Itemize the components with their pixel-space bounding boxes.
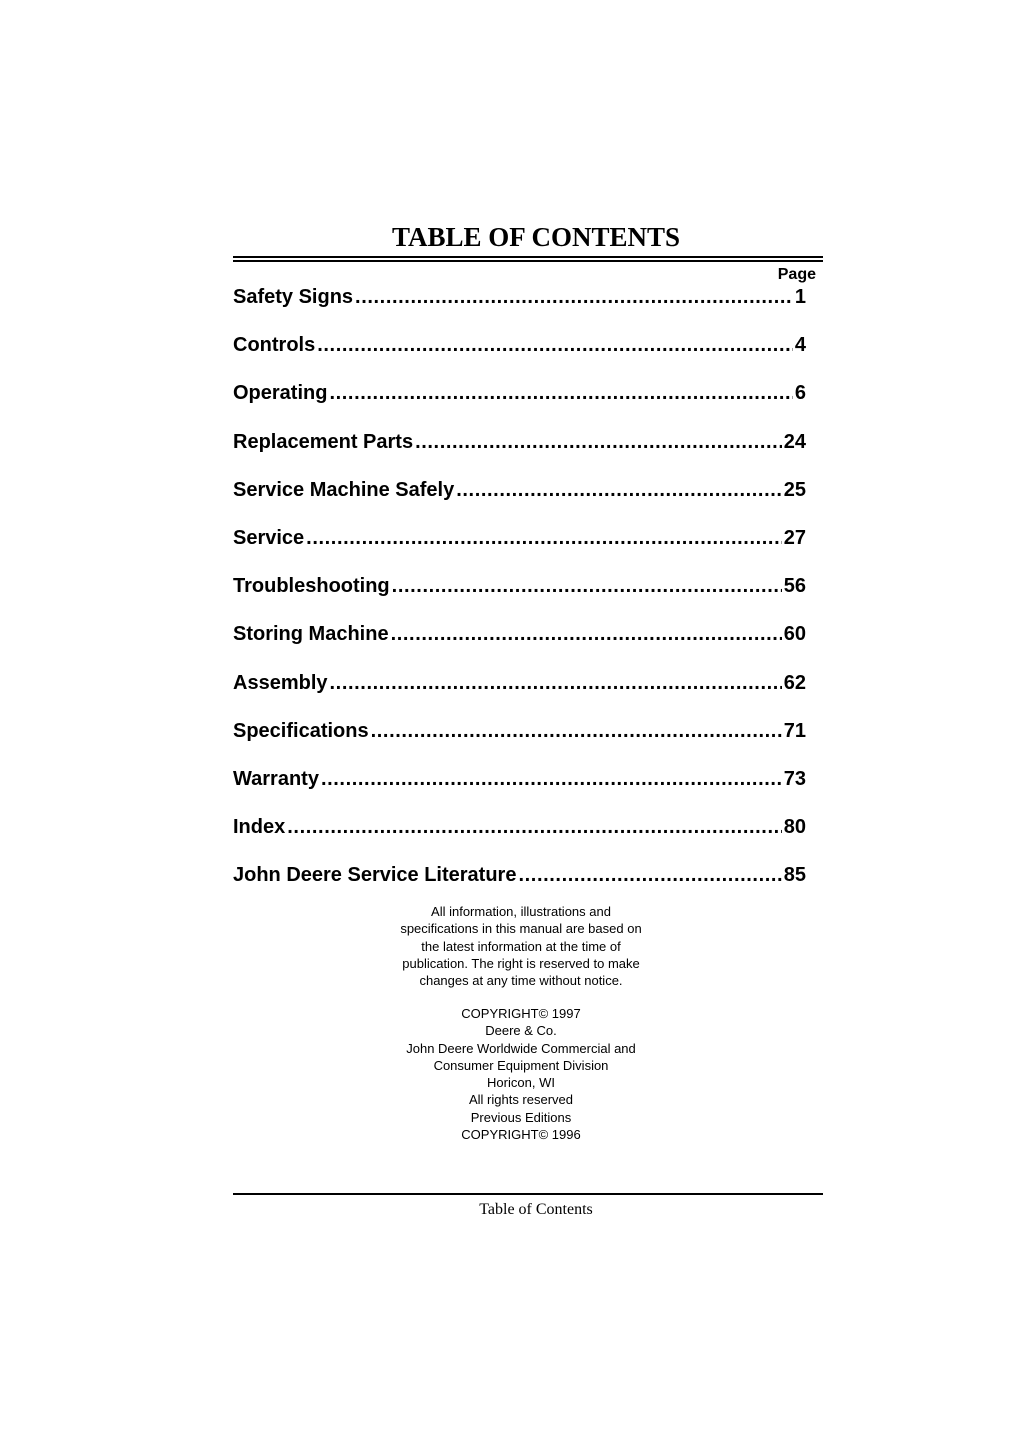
toc-entry-page: 4 — [794, 334, 806, 357]
toc-entry-index[interactable] — [233, 814, 806, 862]
toc-entry-assembly[interactable] — [233, 670, 806, 718]
toc-entry-service-machine-safely[interactable] — [233, 477, 806, 525]
table-of-contents — [233, 284, 806, 910]
dot-leader — [329, 380, 792, 406]
copyright-line: Previous Editions — [470, 1109, 572, 1125]
toc-entry-safety-signs[interactable] — [233, 284, 806, 332]
dot-leader — [415, 429, 782, 455]
toc-entry-page: 56 — [783, 575, 806, 598]
copyright-line: COPYRIGHT© 1996 — [461, 1127, 581, 1143]
footer-rule — [233, 1193, 823, 1195]
toc-entry-label: Safety Signs — [233, 286, 354, 308]
page-footer: Table of Contents — [479, 1201, 593, 1218]
toc-entry-label: Index — [233, 816, 286, 839]
dot-leader — [456, 477, 782, 503]
toc-list — [233, 284, 806, 910]
toc-entry-page: 1 — [794, 286, 806, 308]
toc-entry-page: 80 — [783, 816, 806, 839]
page-column-header: Page — [777, 266, 816, 283]
dot-leader — [355, 284, 793, 310]
toc-entry-service[interactable] — [233, 525, 806, 573]
toc-entry-page: 71 — [783, 719, 806, 742]
copyright-line: All rights reserved — [468, 1092, 574, 1108]
notice-line: changes at any time without notice. — [419, 973, 623, 989]
dot-leader — [321, 766, 782, 792]
toc-entry-label: Assembly — [233, 671, 328, 694]
toc-entry-label: Storing Machine — [233, 623, 389, 646]
title-double-rule — [233, 256, 823, 262]
document-page — [233, 218, 823, 1218]
dot-leader — [391, 621, 782, 647]
dot-leader — [306, 525, 782, 551]
toc-entry-operating[interactable] — [233, 380, 806, 428]
dot-leader — [371, 718, 782, 744]
copyright-line: Deere & Co. — [485, 1023, 557, 1039]
toc-entry-warranty[interactable] — [233, 766, 806, 814]
notice-line: the latest information at the time of — [421, 938, 621, 954]
toc-entry-page: 6 — [794, 382, 806, 405]
toc-entry-label: Specifications — [233, 719, 369, 742]
dot-leader — [317, 332, 793, 358]
toc-entry-page: 62 — [783, 671, 806, 694]
toc-entry-troubleshooting[interactable] — [233, 573, 806, 621]
toc-entry-controls[interactable] — [233, 332, 806, 380]
toc-entry-page: 27 — [783, 526, 806, 549]
copyright-line: John Deere Worldwide Commercial and — [406, 1040, 636, 1056]
toc-entry-page: 25 — [783, 478, 806, 501]
page-title: TABLE OF CONTENTS — [391, 222, 681, 252]
notice-line: specifications in this manual are based on — [400, 921, 642, 937]
toc-entry-label: Warranty — [233, 767, 319, 790]
toc-entry-label: Service Machine Safely — [233, 478, 455, 501]
dot-leader — [392, 573, 782, 599]
toc-entry-label: Troubleshooting — [233, 575, 390, 598]
toc-entry-storing-machine[interactable] — [233, 621, 806, 669]
copyright-line: COPYRIGHT© 1997 — [461, 1006, 581, 1021]
copyright-line: Horicon, WI — [487, 1075, 555, 1091]
copyright-line: Consumer Equipment Division — [433, 1057, 609, 1073]
toc-entry-page: 73 — [783, 767, 806, 790]
toc-entry-label: John Deere Service Literature — [233, 864, 517, 887]
disclaimer-notice — [371, 903, 671, 989]
toc-entry-label: Replacement Parts — [233, 430, 414, 453]
toc-entry-page: 85 — [783, 864, 806, 887]
toc-entry-label: Operating — [233, 382, 328, 405]
notice-line: publication. The right is reserved to make — [402, 955, 640, 971]
dot-leader — [330, 670, 782, 696]
toc-entry-label: Service — [233, 526, 305, 549]
toc-entry-replacement-parts[interactable] — [233, 429, 806, 477]
notice-line: All information, illustrations and — [431, 904, 611, 919]
copyright-block — [371, 1005, 671, 1143]
toc-entry-page: 60 — [783, 623, 806, 646]
dot-leader — [518, 862, 781, 888]
toc-entry-label: Controls — [233, 334, 316, 357]
dot-leader — [287, 814, 782, 840]
toc-entry-page: 24 — [783, 430, 806, 453]
toc-entry-specifications[interactable] — [233, 718, 806, 766]
